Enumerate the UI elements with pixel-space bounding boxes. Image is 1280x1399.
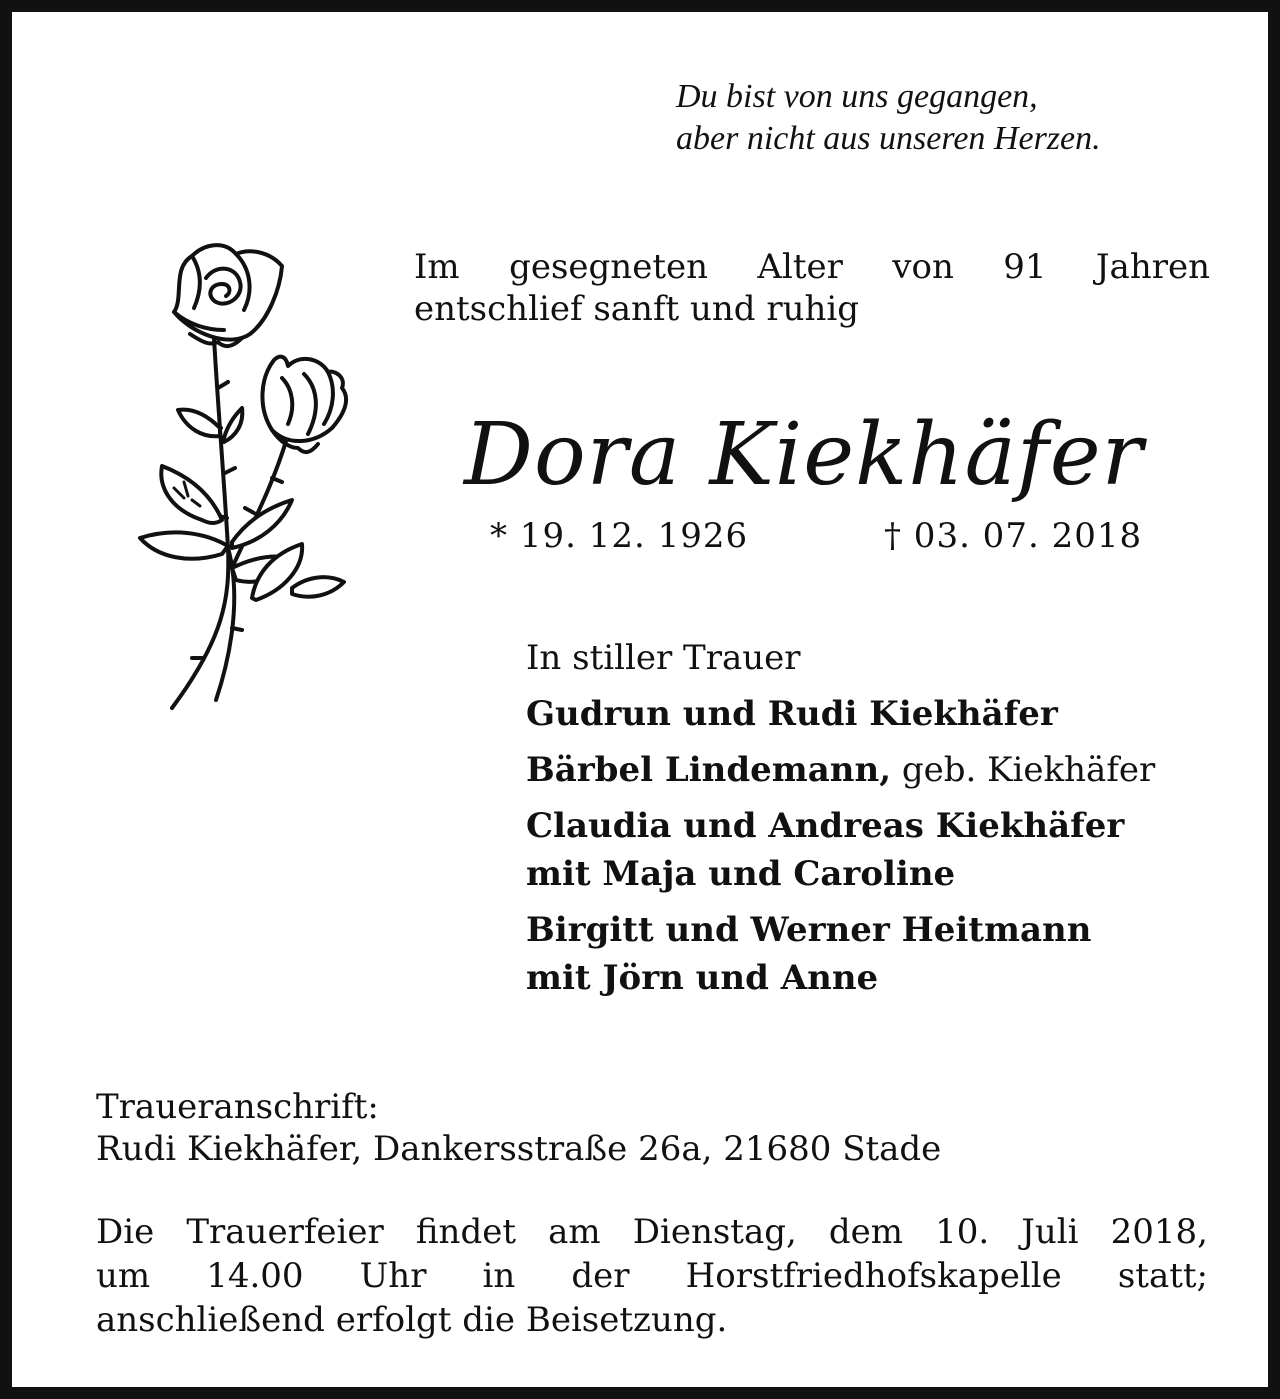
- rose-icon: [132, 238, 352, 718]
- motto: [676, 76, 1216, 160]
- mourner-name: Birgitt und Werner Heitmann: [526, 910, 1092, 950]
- mourners-list: [526, 634, 1226, 1010]
- mourner-group: [526, 802, 1226, 898]
- address-label: Traueranschrift:: [96, 1087, 379, 1127]
- death-date: † 03. 07. 2018: [884, 516, 1143, 556]
- mourning-heading: In stiller Trauer: [526, 638, 801, 678]
- life-dates: [490, 512, 1170, 560]
- intro-line-1: Im gesegneten Alter von 91 Jahren: [414, 247, 1210, 287]
- mourner-children: mit Maja und Caroline: [526, 854, 956, 894]
- ceremony-info: [96, 1210, 1208, 1342]
- mourner-name: Claudia und Andreas Kiekhäfer: [526, 806, 1125, 846]
- ceremony-line-3: anschließend erfolgt die Beisetzung.: [96, 1300, 728, 1340]
- intro-line-2: entschlief sanft und ruhig: [414, 289, 860, 329]
- motto-line-2: aber nicht aus unseren Herzen.: [676, 120, 1101, 157]
- mourner-name: Bärbel Lindemann,: [526, 750, 892, 790]
- mourner-group: [526, 690, 1226, 738]
- mourner-group: [526, 746, 1226, 794]
- birth-date: * 19. 12. 1926: [490, 516, 749, 556]
- mourner-name: Gudrun und Rudi Kiekhäfer: [526, 694, 1058, 734]
- intro-text: [414, 246, 1210, 330]
- motto-line-1: Du bist von uns gegangen,: [676, 78, 1038, 115]
- address-value: Rudi Kiekhäfer, Dankersstraße 26a, 21680 Stade: [96, 1129, 942, 1169]
- deceased-name: Dora Kiekhäfer: [464, 405, 1144, 505]
- mourning-address: [96, 1086, 1096, 1170]
- mourner-group: [526, 906, 1226, 1002]
- ceremony-line-2: um 14.00 Uhr in der Horstfriedhofskapelle statt;: [96, 1256, 1208, 1296]
- mourner-children: mit Jörn und Anne: [526, 958, 879, 998]
- mourner-note: geb. Kiekhäfer: [891, 750, 1156, 790]
- ceremony-line-1: Die Trauerfeier findet am Dienstag, dem 10. Juli 2018,: [96, 1212, 1208, 1252]
